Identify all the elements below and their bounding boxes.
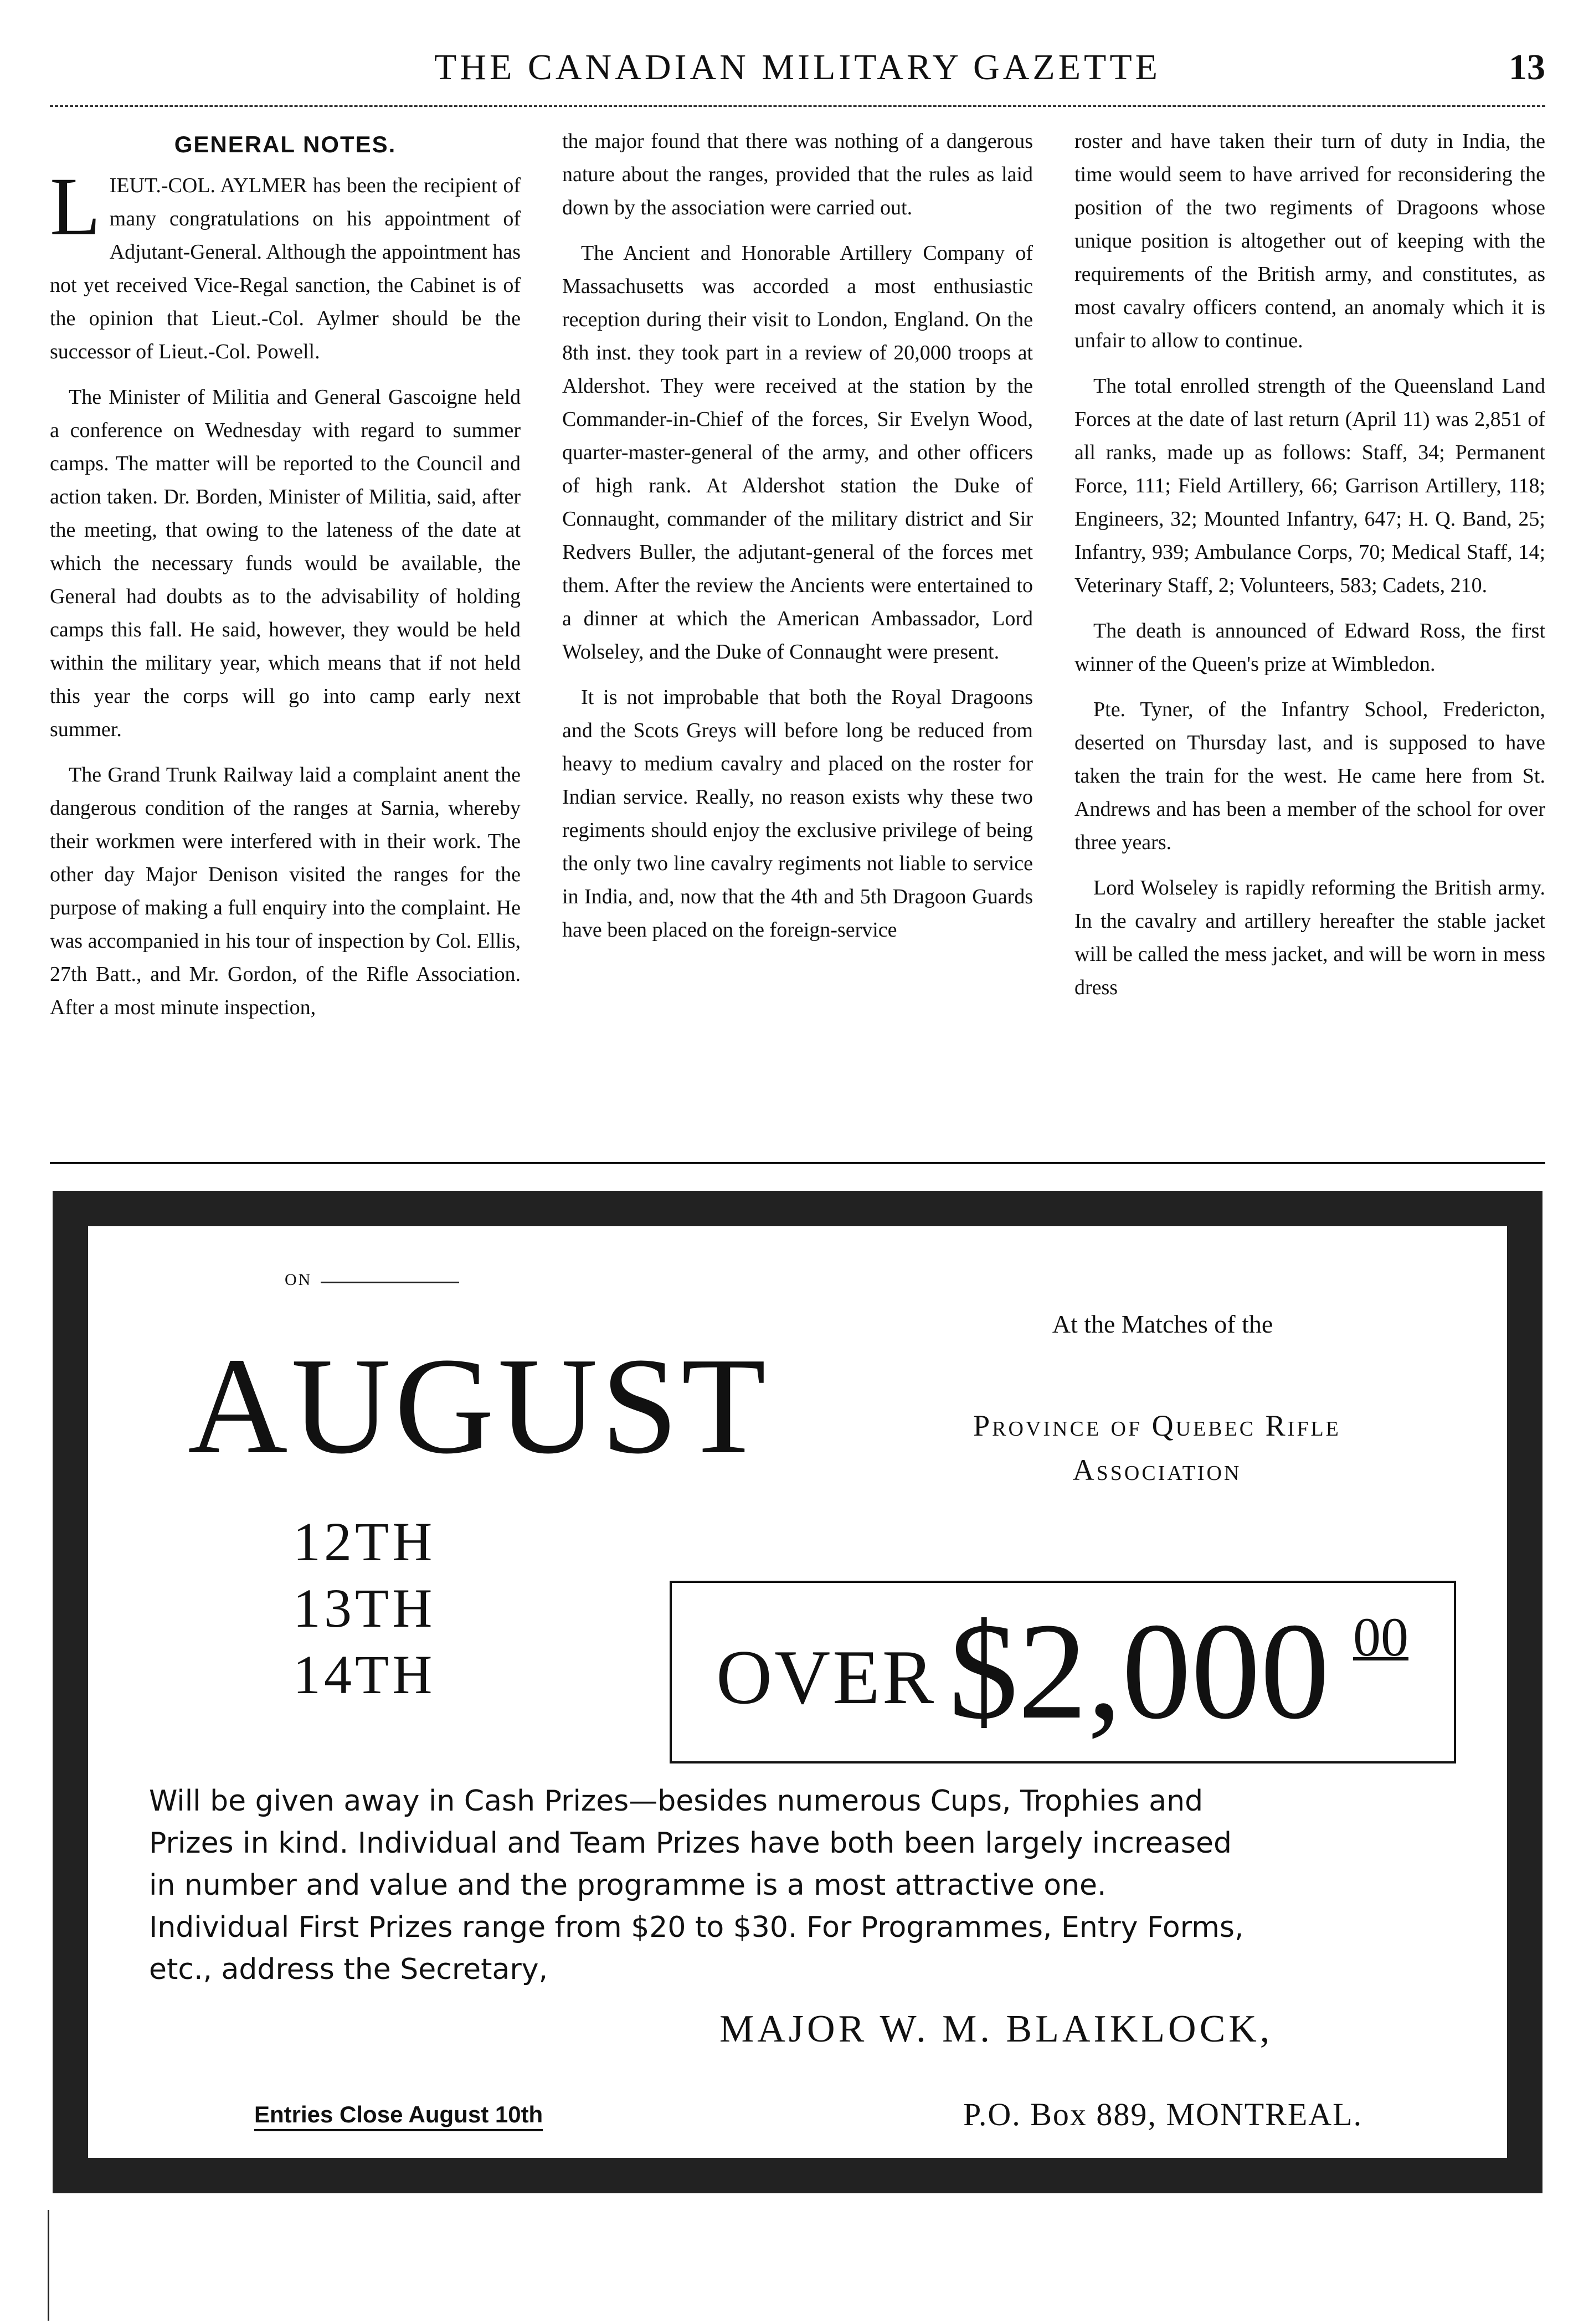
decorative-rule [321, 1282, 459, 1283]
paragraph: The Minister of Militia and General Gascoigne held a conference on Wednesday with regard to summer camps. The matter will be reported to the Council and action taken. Dr. Borden, Minister of Militia, said, after the meeting, that owing to the lateness of the date at which the necessary funds would be available, the General had doubts as to the advisability of holding camps this fall. He said, however, they would be held within the military year, which means that if not held this year the corps will go into camp early next summer. [50, 385, 521, 741]
over-label: OVER [716, 1634, 937, 1720]
article-columns [50, 125, 1545, 1155]
association-name [808, 1403, 1506, 1492]
paragraph: The Ancient and Honorable Artillery Company of Massachusetts was accorded a most enthusiastic reception during their visit to London, England. On the 8th inst. they took part in a review of 20,000 troops at Aldershot. They were received at the station by the Commander-in-Chief of the forces, Sir Evelyn Wood, quarter-master-general of the army, and other officers of high rank. At Aldershot station the Duke of Connaught, commander of the military district and Sir Redvers Buller, the adjutant-general of the forces met them. After the review the Ancients were entertained to a dinner at which the American Ambassador, Lord Wolseley, and the Duke of Connaught were present. [562, 241, 1033, 664]
header-divider [50, 105, 1545, 107]
advertisement-content [88, 1226, 1507, 2158]
paragraph: It is not improbable that both the Royal Dragoons and the Scots Greys will before long be reduced from heavy to medium cavalry and placed on the roster for Indian service. Really, no reason exists why these two regiments should enjoy the exclusive privilege of being the only two line cavalry regiments not liable to service in India, and, now that the 4th and 5th Dragoon Guards have been placed on the foreign-service [562, 686, 1033, 942]
association-name-line: Province of Quebec Rifle [973, 1409, 1341, 1442]
paragraph: the major found that there was nothing of a dangerous nature about the ranges, provided that the rules as laid down by the association were carried out. [562, 130, 1033, 219]
page-number: 13 [1509, 47, 1545, 88]
paragraph [50, 161, 521, 368]
secretary-address: P.O. Box 889, MONTREAL. [963, 2096, 1363, 2132]
section-heading: GENERAL NOTES. [174, 131, 397, 157]
page-header [50, 47, 1545, 96]
match-date: 14TH [293, 1644, 436, 1705]
prize-cents: 00 [1353, 1606, 1408, 1668]
prize-amount: $2,000 [949, 1595, 1330, 1748]
match-date: 13TH [293, 1577, 436, 1639]
publication-title: THE CANADIAN MILITARY GAZETTE [434, 47, 1161, 88]
paragraph: roster and have taken their turn of duty in India, the time would seem to have arrived for reconsidering the position of the two regiments of Dragoons whose unique position is altogether out of keeping with the requirements of the British army, and constitutes, as most cavalry officers contend, an anomaly which it is unfair to allow to continue. [1074, 130, 1545, 352]
column-3 [1074, 125, 1545, 1155]
advertisement-body: Will be given away in Cash Prizes—besides numerous Cups, Trophies and Prizes in kind. Individual and Team Prizes have both been largely increased in number and value and the programme is a most attractive one. Individual First Prizes range from $20 to $30. For Programmes, Entry Forms, etc., address the Secretary, [149, 1785, 1244, 1986]
month-heading: AUGUST [188, 1329, 769, 1483]
secretary-name: MAJOR W. M. BLAIKLOCK, [719, 2008, 1273, 2050]
column-1 [50, 125, 521, 1155]
paragraph: Pte. Tyner, of the Infantry School, Fredericton, deserted on Thursday last, and is supposed to have taken the train for the west. He came here from St. Andrews and has been a member of the school for over three years. [1074, 698, 1545, 854]
prize-total-box [670, 1581, 1456, 1763]
section-divider [50, 1162, 1545, 1164]
association-name-line: Association [1072, 1453, 1242, 1487]
paragraph: The death is announced of Edward Ross, the first winner of the Queen's prize at Wimbledon. [1074, 619, 1545, 676]
on-label: ON [285, 1271, 312, 1289]
advertisement [53, 1191, 1542, 2193]
margin-rule [48, 2210, 49, 2321]
paragraph-text: IEUT.-COL. AYLMER has been the recipient of many congratulations on his appointment of Adjutant-General. Although the appointment has not yet received Vice-Regal sanction, the Cabinet is of the opinion that Lieut.-Col. Aylmer should be the successor of Lieut.-Col. Powell. [50, 174, 521, 363]
paragraph: The total enrolled strength of the Queensland Land Forces at the date of last return (April 11) was 2,851 of all ranks, made up as follows: Staff, 34; Permanent Force, 111; Field Artillery, 66; Garrison Artillery, 118; Engineers, 32; Mounted Infantry, 647; H. Q. Band, 25; Infantry, 939; Ambulance Corps, 70; Medical Staff, 14; Veterinary Staff, 2; Volunteers, 583; Cadets, 210. [1074, 374, 1545, 597]
drop-cap: L [50, 161, 101, 253]
paragraph: The Grand Trunk Railway laid a complaint anent the dangerous condition of the ranges at Sarnia, whereby their workmen were interfered with in their work. The other day Major Denison visited the ranges for the purpose of making a full enquiry into the complaint. He was accompanied in his tour of inspection by Col. Ellis, 27th Batt., and Mr. Gordon, of the Rifle Association. After a most minute inspection, [50, 763, 521, 1019]
paragraph: Lord Wolseley is rapidly reforming the British army. In the cavalry and artillery hereafter the stable jacket will be called the mess jacket, and will be worn in mess dress [1074, 876, 1545, 999]
column-2 [562, 125, 1033, 1155]
match-date: 12TH [293, 1511, 436, 1572]
entries-close-notice: Entries Close August 10th [254, 2101, 543, 2131]
matches-line: At the Matches of the [1052, 1310, 1273, 1338]
